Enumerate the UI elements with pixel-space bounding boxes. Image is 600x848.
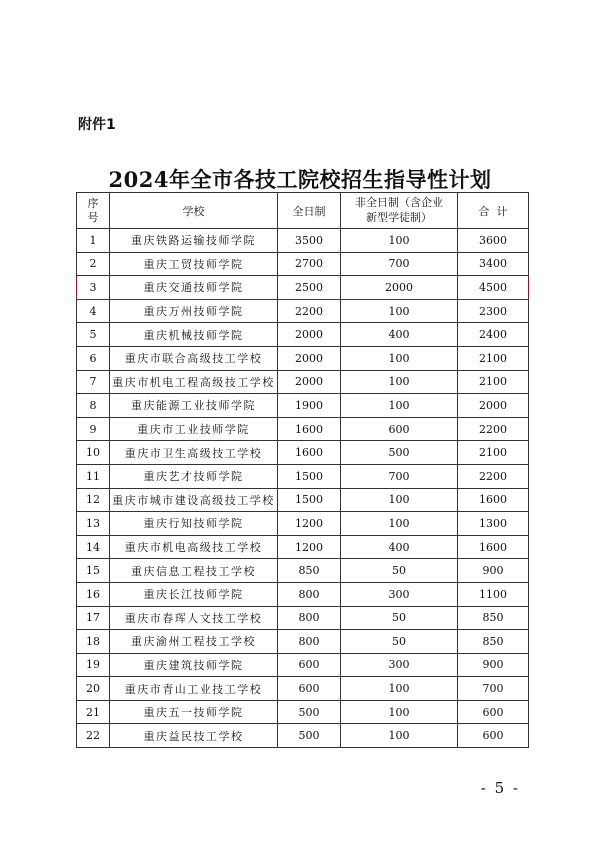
table-body [77,229,529,748]
cell-school: 重庆市机电工程高级技工学校 [110,370,278,394]
cell-index: 9 [77,417,110,441]
cell-part-time: 400 [341,535,458,559]
cell-full-time: 1200 [278,512,341,536]
cell-total: 2100 [458,441,529,465]
cell-full-time: 1600 [278,417,341,441]
table-row [77,559,529,583]
cell-full-time: 1500 [278,488,341,512]
cell-index: 12 [77,488,110,512]
document-title: 2024年全市各技工院校招生指导性计划 [108,167,492,192]
cell-index: 13 [77,512,110,536]
cell-school: 重庆渝州工程技工学校 [110,630,278,654]
cell-full-time: 600 [278,653,341,677]
cell-part-time: 100 [341,299,458,323]
cell-index: 16 [77,582,110,606]
cell-index: 11 [77,464,110,488]
cell-total: 600 [458,700,529,724]
table-row [77,370,529,394]
cell-school: 重庆市工业技师学院 [110,417,278,441]
cell-part-time: 50 [341,559,458,583]
cell-school: 重庆交通技师学院 [110,276,278,300]
cell-total: 3400 [458,252,529,276]
cell-school: 重庆益民技工学校 [110,724,278,748]
cell-total: 600 [458,724,529,748]
cell-index: 7 [77,370,110,394]
cell-part-time: 400 [341,323,458,347]
table-header-row [77,193,529,229]
table-row [77,677,529,701]
cell-index: 22 [77,724,110,748]
cell-index: 17 [77,606,110,630]
cell-total: 1600 [458,535,529,559]
cell-school: 重庆市青山工业技工学校 [110,677,278,701]
cell-index: 20 [77,677,110,701]
table-row [77,606,529,630]
cell-index: 8 [77,394,110,418]
page-number: - 5 - [480,779,520,797]
cell-index: 4 [77,299,110,323]
cell-school: 重庆信息工程技工学校 [110,559,278,583]
cell-part-time: 100 [341,677,458,701]
cell-full-time: 850 [278,559,341,583]
cell-part-time: 100 [341,229,458,253]
cell-part-time: 100 [341,394,458,418]
cell-total: 1300 [458,512,529,536]
cell-total: 1600 [458,488,529,512]
cell-index: 2 [77,252,110,276]
cell-total: 2100 [458,346,529,370]
table-row [77,394,529,418]
cell-part-time: 100 [341,346,458,370]
cell-total: 4500 [458,276,529,300]
cell-part-time: 300 [341,653,458,677]
table-row [77,229,529,253]
cell-full-time: 800 [278,582,341,606]
cell-school: 重庆五一技师学院 [110,700,278,724]
cell-full-time: 2700 [278,252,341,276]
table-row [77,630,529,654]
cell-total: 3600 [458,229,529,253]
cell-index: 3 [77,276,110,300]
cell-index: 1 [77,229,110,253]
table-row [77,346,529,370]
cell-total: 1100 [458,582,529,606]
cell-index: 15 [77,559,110,583]
cell-part-time: 700 [341,252,458,276]
table-row [77,441,529,465]
cell-part-time: 2000 [341,276,458,300]
cell-school: 重庆行知技师学院 [110,512,278,536]
cell-full-time: 600 [278,677,341,701]
table-row [77,582,529,606]
cell-index: 6 [77,346,110,370]
cell-full-time: 500 [278,724,341,748]
cell-index: 5 [77,323,110,347]
cell-part-time: 500 [341,441,458,465]
cell-total: 700 [458,677,529,701]
cell-total: 2100 [458,370,529,394]
header-total: 合 计 [458,193,529,229]
cell-part-time: 50 [341,630,458,654]
cell-full-time: 2000 [278,346,341,370]
cell-full-time: 1900 [278,394,341,418]
cell-index: 21 [77,700,110,724]
table-row [77,512,529,536]
cell-part-time: 700 [341,464,458,488]
cell-school: 重庆市春珲人文技工学校 [110,606,278,630]
cell-full-time: 1200 [278,535,341,559]
header-school: 学校 [110,193,278,229]
cell-full-time: 3500 [278,229,341,253]
cell-total: 850 [458,606,529,630]
table-row [77,252,529,276]
cell-school: 重庆市卫生高级技工学校 [110,441,278,465]
cell-school: 重庆铁路运输技师学院 [110,229,278,253]
cell-full-time: 1500 [278,464,341,488]
header-full-time: 全日制 [278,193,341,229]
cell-part-time: 100 [341,488,458,512]
table-row [77,276,529,300]
cell-school: 重庆工贸技师学院 [110,252,278,276]
cell-school: 重庆能源工业技师学院 [110,394,278,418]
cell-full-time: 1600 [278,441,341,465]
cell-school: 重庆市城市建设高级技工学校 [110,488,278,512]
attachment-label: 附件1 [78,117,116,133]
table-row [77,724,529,748]
cell-part-time: 100 [341,724,458,748]
cell-school: 重庆长江技师学院 [110,582,278,606]
cell-total: 900 [458,653,529,677]
cell-full-time: 800 [278,630,341,654]
table-row [77,464,529,488]
cell-school: 重庆建筑技师学院 [110,653,278,677]
cell-total: 2400 [458,323,529,347]
cell-full-time: 500 [278,700,341,724]
cell-school: 重庆艺才技师学院 [110,464,278,488]
cell-part-time: 100 [341,512,458,536]
cell-total: 850 [458,630,529,654]
table-row [77,488,529,512]
table-row [77,323,529,347]
cell-total: 2200 [458,417,529,441]
cell-total: 2300 [458,299,529,323]
cell-total: 2200 [458,464,529,488]
cell-part-time: 100 [341,700,458,724]
cell-total: 2000 [458,394,529,418]
cell-part-time: 50 [341,606,458,630]
cell-full-time: 2000 [278,323,341,347]
header-part-time: 非全日制（含企业 新型学徒制） [341,193,458,229]
cell-school: 重庆市机电高级技工学校 [110,535,278,559]
header-index: 序 号 [77,193,110,229]
table-row [77,299,529,323]
cell-index: 18 [77,630,110,654]
cell-part-time: 600 [341,417,458,441]
cell-full-time: 800 [278,606,341,630]
cell-school: 重庆机械技师学院 [110,323,278,347]
table-row [77,653,529,677]
table-row [77,535,529,559]
cell-school: 重庆市联合高级技工学校 [110,346,278,370]
enrollment-plan-table [76,192,529,748]
table-row [77,417,529,441]
cell-full-time: 2200 [278,299,341,323]
cell-part-time: 300 [341,582,458,606]
cell-full-time: 2000 [278,370,341,394]
cell-part-time: 100 [341,370,458,394]
cell-full-time: 2500 [278,276,341,300]
cell-index: 14 [77,535,110,559]
cell-school: 重庆万州技师学院 [110,299,278,323]
table-row [77,700,529,724]
cell-index: 19 [77,653,110,677]
cell-total: 900 [458,559,529,583]
cell-index: 10 [77,441,110,465]
